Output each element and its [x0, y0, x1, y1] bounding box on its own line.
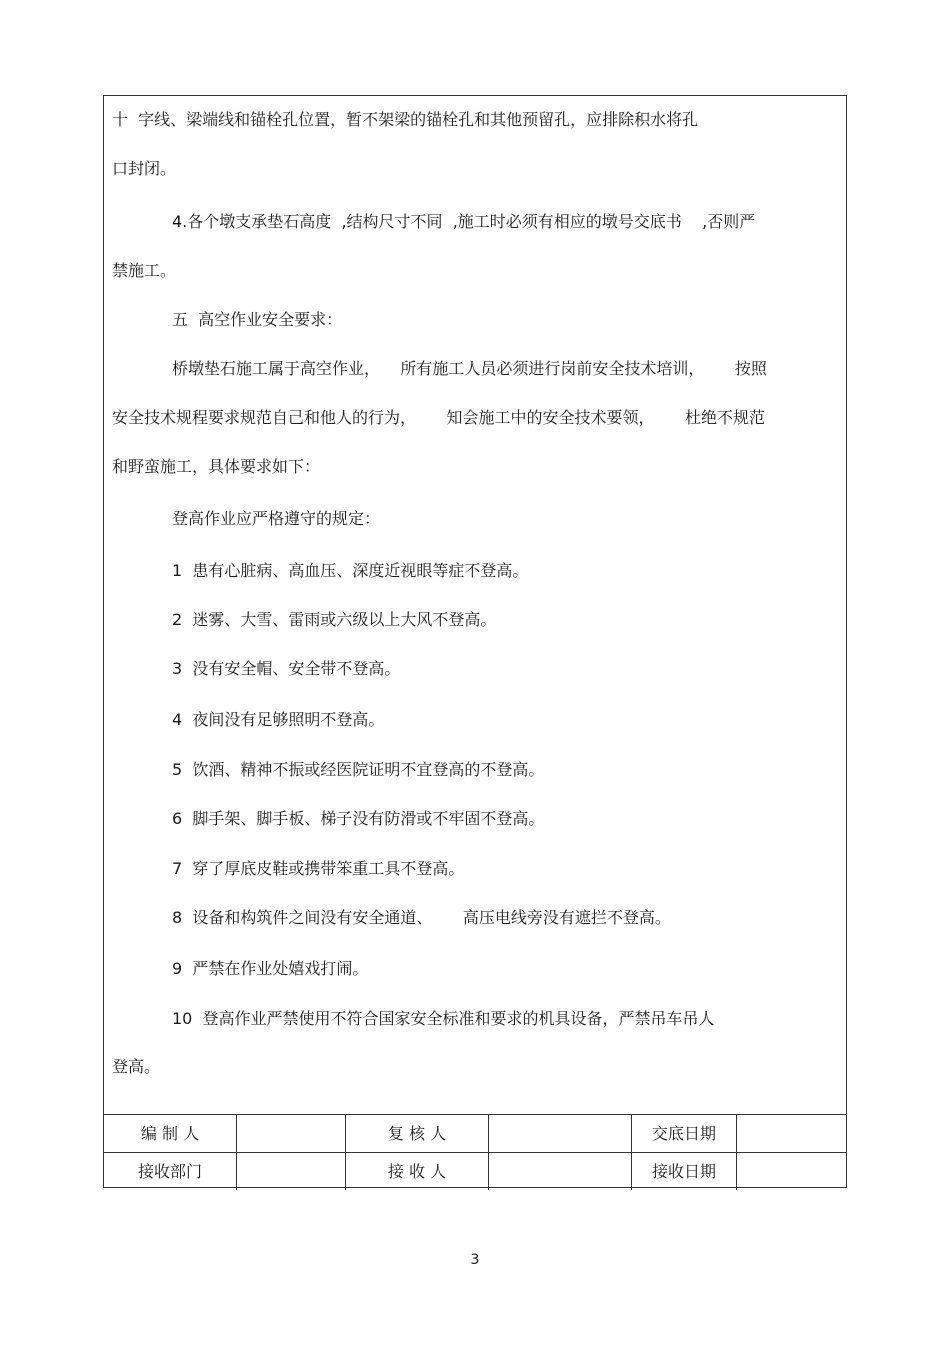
body-line-2: 口封闭。 [112, 159, 177, 178]
signature-row-1 [104, 1115, 846, 1152]
reviewer-field[interactable] [489, 1115, 632, 1152]
handover-date-field[interactable] [737, 1115, 846, 1152]
handover-date-label: 交底日期 [632, 1115, 737, 1152]
rule-item-5: 5 饮酒、精神不振或经医院证明不宜登高的不登高。 [172, 760, 545, 779]
receiving-date-label: 接收日期 [632, 1153, 737, 1190]
body-line-7: 安全技术规程要求规范自己和他人的行为， 知会施工中的安全技术要领， 杜绝不规范 [112, 408, 766, 427]
rule-item-9: 9 严禁在作业处嬉戏打闹。 [172, 959, 369, 978]
rule-item-10: 10 登高作业严禁使用不符合国家安全标准和要求的机具设备，严禁吊车吊人 [172, 1009, 715, 1028]
signature-table [104, 1114, 846, 1189]
rule-item-1: 1 患有心脏病、高血压、深度近视眼等症不登高。 [172, 561, 529, 580]
rule-item-10-cont: 登高。 [112, 1057, 161, 1076]
body-line-4: 禁施工。 [112, 261, 177, 280]
body-line-3: 4.各个墩支承垫石高度 ,结构尺寸不同 ,施工时必须有相应的墩号交底书 ,否则严 [172, 212, 756, 231]
rules-heading: 登高作业应严格遵守的规定： [172, 509, 381, 528]
body-line-1: 十 字线、梁端线和锚栓孔位置，暂不架梁的锚栓孔和其他预留孔，应排除积水将孔 [112, 110, 699, 129]
compiler-label: 编 制 人 [104, 1115, 237, 1152]
rule-item-7: 7 穿了厚底皮鞋或携带笨重工具不登高。 [172, 859, 465, 878]
rule-item-8: 8 设备和构筑件之间没有安全通道、 高压电线旁没有遮拦不登高。 [172, 908, 671, 927]
document-frame [103, 95, 847, 1188]
rule-item-3: 3 没有安全帽、安全带不登高。 [172, 659, 401, 678]
rule-item-4: 4 夜间没有足够照明不登高。 [172, 710, 385, 729]
body-line-8: 和野蛮施工，具体要求如下： [112, 457, 321, 476]
receiving-dept-field[interactable] [237, 1153, 346, 1190]
document-body [104, 96, 846, 1114]
body-line-6: 桥墩垫石施工属于高空作业， 所有施工人员必须进行岗前安全技术培训， 按照 [172, 359, 767, 378]
signature-row-2 [104, 1152, 846, 1190]
receiver-field[interactable] [489, 1153, 632, 1190]
rule-item-6: 6 脚手架、脚手板、梯子没有防滑或不牢固不登高。 [172, 809, 545, 828]
receiver-label: 接 收 人 [346, 1153, 489, 1190]
reviewer-label: 复 核 人 [346, 1115, 489, 1152]
section-heading: 五 高空作业安全要求： [172, 310, 343, 329]
compiler-field[interactable] [237, 1115, 346, 1152]
receiving-dept-label: 接收部门 [104, 1153, 237, 1190]
receiving-date-field[interactable] [737, 1153, 846, 1190]
rule-item-2: 2 迷雾、大雪、雷雨或六级以上大风不登高。 [172, 610, 497, 629]
page-number: 3 [470, 1252, 480, 1268]
